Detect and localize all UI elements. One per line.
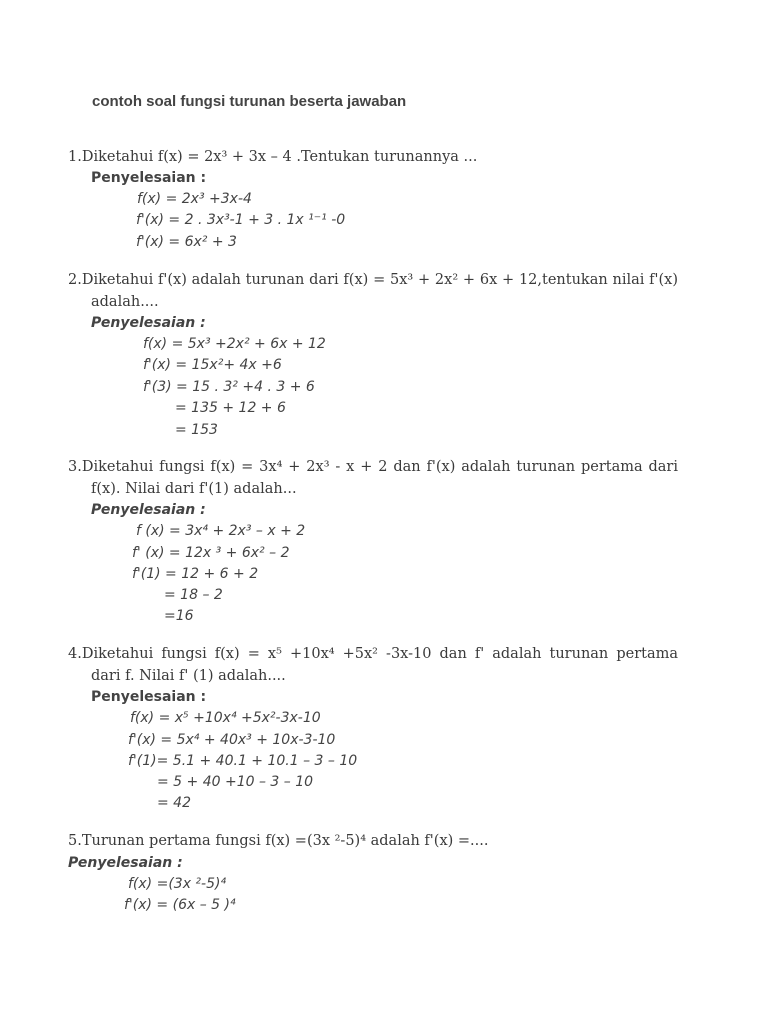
problem-1-step: f'(x) = 6x² + 3 bbox=[136, 234, 237, 250]
problem-1-question: 1.Diketahui f(x) = 2x³ + 3x – 4 .Tentukan turunannya ... bbox=[68, 149, 478, 165]
problem-2-solution-label: Penyelesaian : bbox=[91, 315, 206, 331]
problem-3-question: 3.Diketahui fungsi f(x) = 3x⁴ + 2x³ - x + 2 dan f'(x) adalah turunan pertama dari bbox=[68, 459, 678, 475]
problem-1-step: f'(x) = 2 . 3x³-1 + 3 . 1x ¹⁻¹ -0 bbox=[136, 212, 346, 228]
problem-4-step: f'(1)= 5.1 + 40.1 + 10.1 – 3 – 10 bbox=[128, 753, 358, 769]
problem-2-step: f(x) = 5x³ +2x² + 6x + 12 bbox=[143, 336, 326, 352]
problem-3-step: f (x) = 3x⁴ + 2x³ – x + 2 bbox=[136, 523, 306, 539]
problem-3-solution-label: Penyelesaian : bbox=[91, 502, 206, 518]
problem-1-step: f(x) = 2x³ +3x-4 bbox=[137, 191, 252, 207]
problem-2-step: f'(x) = 15x²+ 4x +6 bbox=[143, 357, 282, 373]
problem-4-step: f(x) = x⁵ +10x⁴ +5x²-3x-10 bbox=[130, 710, 321, 726]
problem-1-solution-label: Penyelesaian : bbox=[91, 170, 207, 186]
problem-2-step: f'(3) = 15 . 3² +4 . 3 + 6 bbox=[143, 379, 315, 395]
problem-2-question: 2.Diketahui f'(x) adalah turunan dari f(x) = 5x³ + 2x² + 6x + 12,tentukan nilai f'(x) bbox=[68, 272, 678, 288]
problem-4-solution-label: Penyelesaian : bbox=[91, 689, 207, 705]
problem-5-step: f'(x) = (6x – 5 )⁴ bbox=[124, 897, 236, 913]
problem-4-question: 4.Diketahui fungsi f(x) = x⁵ +10x⁴ +5x² -3x-10 dan f' adalah turunan pertama bbox=[68, 646, 678, 662]
problem-5-solution-label: Penyelesaian : bbox=[68, 855, 183, 871]
problem-3-step: = 18 – 2 bbox=[164, 587, 223, 603]
problem-3-question: f(x). Nilai dari f'(1) adalah... bbox=[91, 481, 297, 497]
problem-5-step: f(x) =(3x ²-5)⁴ bbox=[128, 876, 227, 892]
problem-3-step: f'(1) = 12 + 6 + 2 bbox=[132, 566, 259, 582]
problem-4-step: f'(x) = 5x⁴ + 40x³ + 10x-3-10 bbox=[128, 732, 336, 748]
problem-4-question: dari f. Nilai f' (1) adalah.... bbox=[91, 668, 286, 684]
problem-4-step: = 5 + 40 +10 – 3 – 10 bbox=[157, 774, 314, 790]
problem-2-step: = 153 bbox=[175, 422, 218, 438]
problem-3-step: f' (x) = 12x ³ + 6x² – 2 bbox=[132, 545, 290, 561]
document-title: contoh soal fungsi turunan beserta jawaban bbox=[92, 93, 407, 110]
problem-3-step: =16 bbox=[164, 608, 194, 624]
problem-5-question: 5.Turunan pertama fungsi f(x) =(3x ²-5)⁴ adalah f'(x) =.... bbox=[68, 833, 489, 849]
problem-2-step: = 135 + 12 + 6 bbox=[175, 400, 286, 416]
problem-4-step: = 42 bbox=[157, 795, 191, 811]
problem-2-question: adalah.... bbox=[91, 294, 159, 310]
